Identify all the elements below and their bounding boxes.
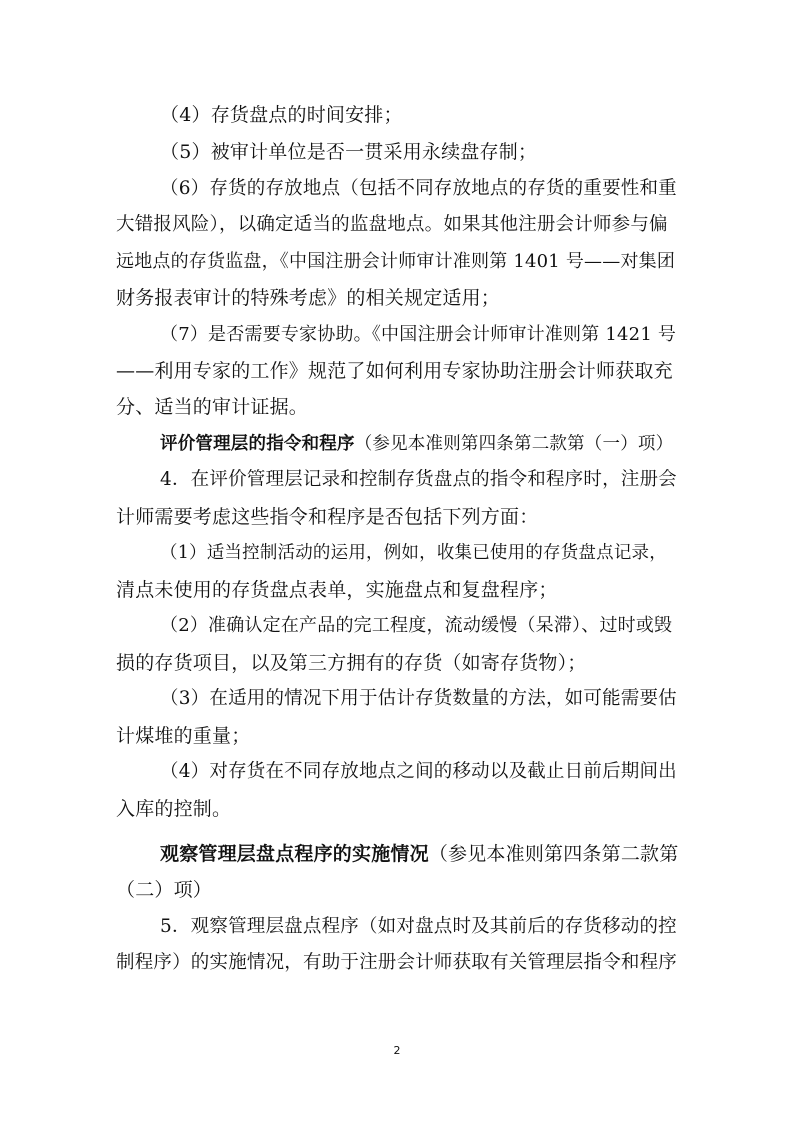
paragraph-line: （7）是否需要专家协助。《中国注册会计师审计准则第 1421 号 [160, 324, 677, 345]
paragraph-line: （6）存货的存放地点（包括不同存放地点的存货的重要性和重 [160, 178, 677, 199]
section-heading-reference: （参见本准则第四条第二款第（一）项） [354, 434, 674, 454]
paragraph-line: 计煤堆的重量； [116, 725, 251, 747]
paragraph-line: 5．观察管理层盘点程序（如对盘点时及其前后的存货移动的控 [160, 916, 677, 937]
paragraph-line: （1）适当控制活动的运用，例如，收集已使用的存货盘点记录， [160, 543, 667, 563]
section-heading-title: 评价管理层的指令和程序 [160, 434, 355, 454]
paragraph-line: 制程序）的实施情况，有助于注册会计师获取有关管理层指令和程序 [116, 952, 678, 973]
paragraph-line: （4）对存货在不同存放地点之间的移动以及截止日前后期间出 [160, 761, 677, 782]
section-heading [160, 431, 673, 457]
section-heading-reference: （参见本准则第四条第二款第 [428, 843, 679, 865]
paragraph-line: 4．在评价管理层记录和控制存货盘点的指令和程序时，注册会 [160, 469, 677, 490]
paragraph-line: 入库的控制。 [116, 798, 232, 820]
paragraph-line: （5）被审计单位是否一贯采用永续盘存制； [160, 141, 538, 163]
paragraph-line: （3）在适用的情况下用于估计存货数量的方法，如可能需要估 [160, 688, 677, 709]
paragraph-line: 远地点的存货监盘，《中国注册会计师审计准则第 1401 号——对集团 [116, 251, 676, 272]
paragraph-line: 财务报表审计的特殊考虑》的相关规定适用； [116, 287, 501, 309]
section-heading-title: 观察管理层盘点程序的实施情况 [160, 843, 429, 865]
page-number: 2 [393, 1044, 401, 1057]
paragraph-line: （2）准确认定在产品的完工程度，流动缓慢（呆滞）、过时或毁 [160, 615, 673, 636]
paragraph-line: 清点未使用的存货盘点表单，实施盘点和复盘程序； [116, 579, 558, 601]
paragraph-line: （二）项） [116, 879, 213, 901]
paragraph-line: （4）存货盘点的时间安排； [160, 104, 403, 126]
paragraph-line: 损的存货项目，以及第三方拥有的存货（如寄存货物）； [116, 652, 587, 674]
section-heading [160, 841, 678, 867]
paragraph-line: 大错报风险），以确定适当的监盘地点。如果其他注册会计师参与偏 [116, 214, 668, 235]
paragraph-line: 计师需要考虑这些指令和程序是否包括下列方面： [116, 506, 539, 528]
paragraph-line: ——利用专家的工作》规范了如何利用专家协助注册会计师获取充 [116, 360, 673, 382]
paragraph-line: 分、适当的审计证据。 [116, 396, 309, 418]
